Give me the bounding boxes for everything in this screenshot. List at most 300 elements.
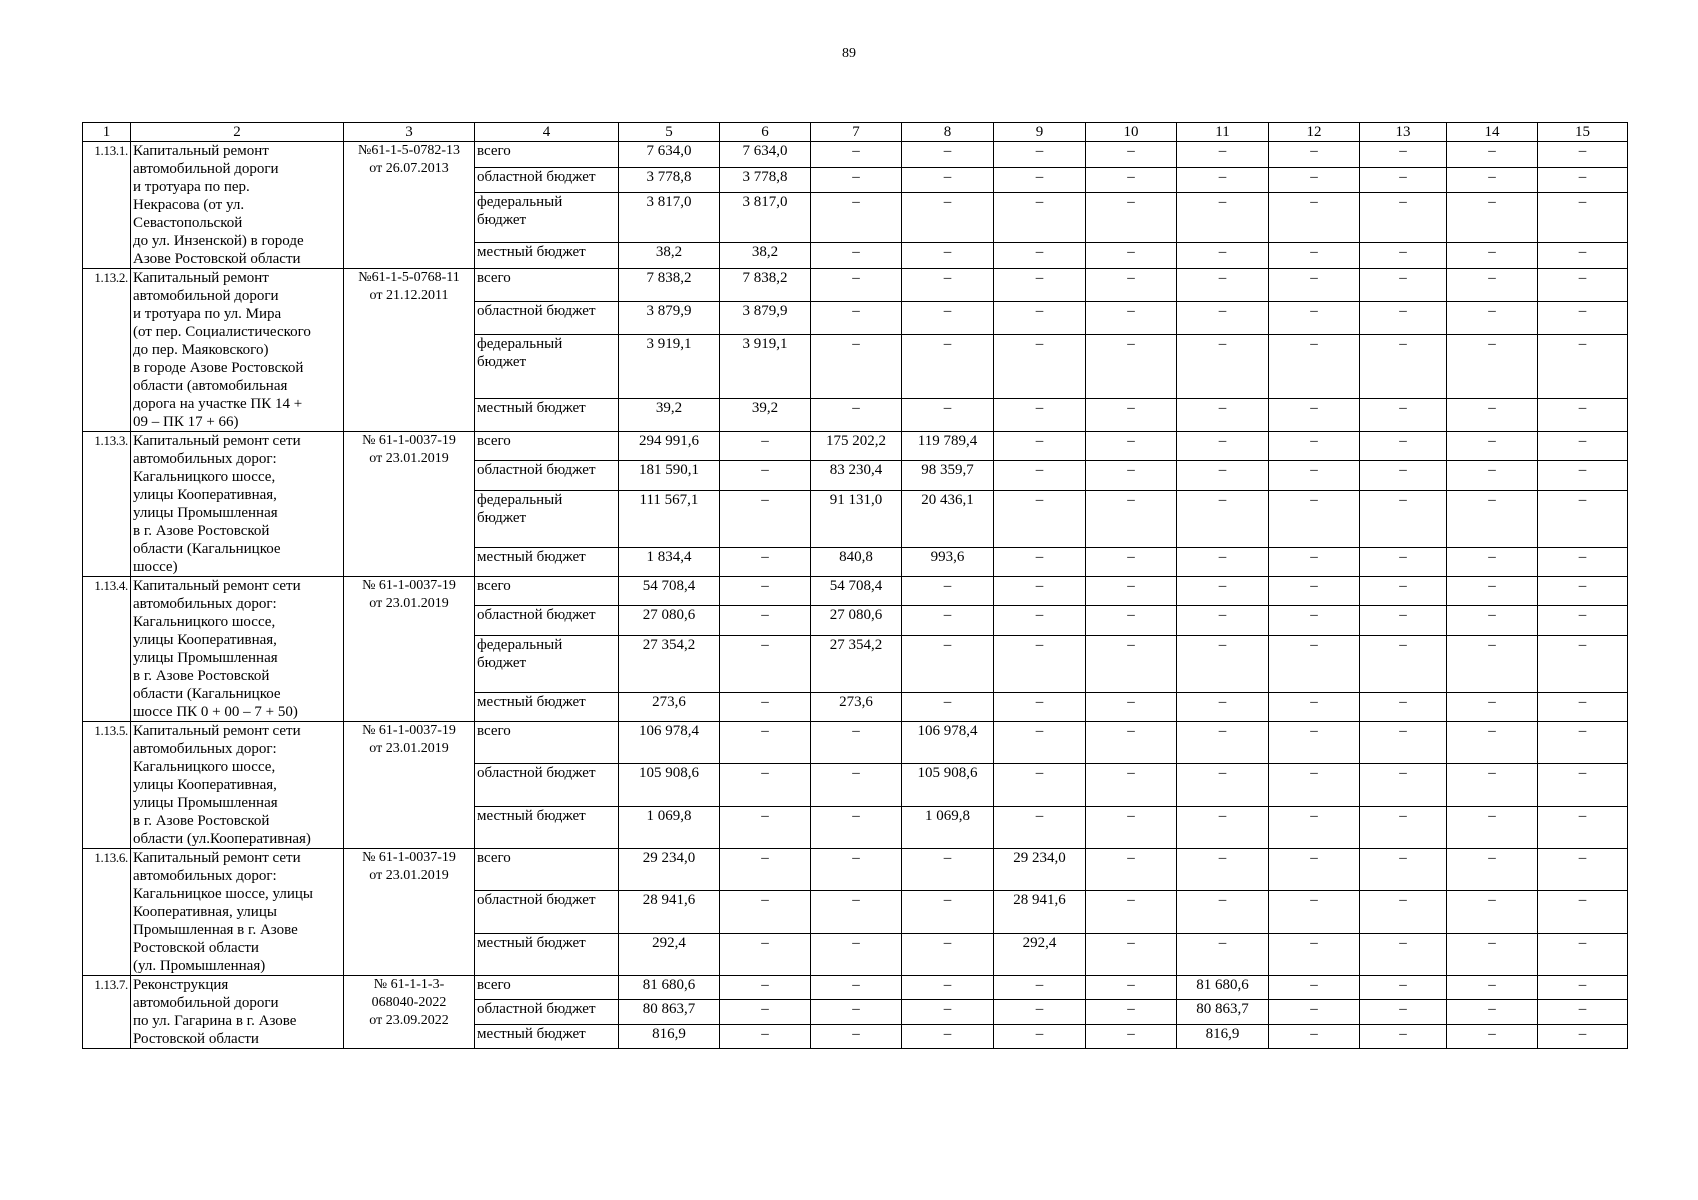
amount-cell: 20 436,1 [902,490,994,547]
project-id: 1.13.3. [83,432,131,577]
amount-cell: 816,9 [1177,1024,1269,1048]
funding-source [475,606,619,635]
cell-line: в городе Азове Ростовской [133,360,304,376]
amount-cell: – [1360,891,1447,933]
amount-cell: – [1447,1024,1538,1048]
amount-cell: – [1447,577,1538,606]
cell-line: областной бюджет [477,302,596,319]
amount-cell: – [1447,269,1538,302]
table-row [83,849,1628,891]
amount-cell: – [1177,891,1269,933]
funding-source [475,577,619,606]
cell-line: автомобильных дорог: [133,451,277,467]
amount-cell: – [1086,606,1177,635]
amount-cell: – [1086,976,1177,1000]
amount-cell: – [1538,577,1628,606]
amount-cell: – [1269,849,1360,891]
amount-cell: – [1269,933,1360,975]
amount-cell: – [1269,269,1360,302]
funding-source [475,635,619,692]
cell-line: всего [477,143,511,159]
amount-cell: – [720,849,811,891]
column-number: 2 [131,123,344,142]
amount-cell: – [811,193,902,243]
amount-cell: 3 778,8 [619,167,720,193]
amount-cell: – [1538,692,1628,721]
amount-cell: 54 708,4 [811,577,902,606]
funding-source [475,976,619,1000]
amount-cell: – [1538,432,1628,461]
amount-cell: – [1269,461,1360,490]
cell-line: № 61-1-0037-19 [362,850,456,865]
amount-cell: 81 680,6 [619,976,720,1000]
column-number: 12 [1269,123,1360,142]
funding-source [475,243,619,269]
cell-line: Азове Ростовской области [133,251,301,267]
cell-line: Капитальный ремонт сети [133,433,301,449]
funding-source [475,167,619,193]
cell-line: местный бюджет [477,548,586,565]
amount-cell: – [994,577,1086,606]
amount-cell: 840,8 [811,547,902,576]
amount-cell: – [720,764,811,806]
amount-cell: – [1538,167,1628,193]
column-number-header [83,123,1628,142]
amount-cell: – [811,933,902,975]
amount-cell: – [811,167,902,193]
amount-cell: 54 708,4 [619,577,720,606]
amount-cell: – [1177,334,1269,398]
amount-cell: – [1269,692,1360,721]
amount-cell: – [1447,692,1538,721]
amount-cell: 1 069,8 [902,806,994,848]
amount-cell: – [720,547,811,576]
amount-cell: – [811,722,902,764]
amount-cell: – [1177,849,1269,891]
amount-cell: 27 354,2 [811,635,902,692]
amount-cell: – [1086,167,1177,193]
amount-cell: – [1269,577,1360,606]
amount-cell: – [1086,806,1177,848]
amount-cell: – [1360,334,1447,398]
amount-cell: – [1360,849,1447,891]
funding-source [475,301,619,334]
cell-line: местный бюджет [477,693,586,710]
amount-cell: – [1360,606,1447,635]
amount-cell: – [1360,976,1447,1000]
column-number: 10 [1086,123,1177,142]
amount-cell: – [1447,334,1538,398]
funding-source [475,933,619,975]
amount-cell: – [902,243,994,269]
cell-line: в г. Азове Ростовской [133,668,270,684]
amount-cell: – [720,1024,811,1048]
column-number: 4 [475,123,619,142]
column-number: 15 [1538,123,1628,142]
cell-line: улицы Промышленная [133,505,278,521]
cell-line: от 23.01.2019 [369,868,449,883]
cell-line: местный бюджет [477,244,586,261]
amount-cell: – [1269,1024,1360,1048]
amount-cell: – [811,243,902,269]
cell-line: Капитальный ремонт [133,143,269,159]
amount-cell: – [994,461,1086,490]
amount-cell: – [1538,849,1628,891]
amount-cell: 119 789,4 [902,432,994,461]
cell-line: всего [477,270,511,286]
amount-cell: – [1538,806,1628,848]
amount-cell: – [1177,764,1269,806]
amount-cell: – [1177,432,1269,461]
amount-cell: – [1538,334,1628,398]
project-document [344,432,475,577]
amount-cell: – [902,301,994,334]
cell-line: и тротуара по пер. [133,179,250,195]
amount-cell: – [720,432,811,461]
amount-cell: 993,6 [902,547,994,576]
amount-cell: – [1177,193,1269,243]
amount-cell: – [994,764,1086,806]
amount-cell: 3 879,9 [720,301,811,334]
cell-line: улицы Промышленная [133,795,278,811]
project-name [131,849,344,976]
cell-line: Кагальницкого шоссе, [133,759,276,775]
amount-cell: – [1086,547,1177,576]
amount-cell: – [902,167,994,193]
amount-cell: – [1177,243,1269,269]
amount-cell: – [1360,692,1447,721]
amount-cell: – [1538,1000,1628,1024]
cell-line: Ростовской области [133,1031,259,1047]
amount-cell: 83 230,4 [811,461,902,490]
cell-line: № 61-1-0037-19 [362,723,456,738]
amount-cell: – [994,334,1086,398]
cell-line: автомобильных дорог: [133,868,277,884]
amount-cell: – [1177,722,1269,764]
column-number: 9 [994,123,1086,142]
cell-line: улицы Кооперативная, [133,487,277,503]
cell-line: Капитальный ремонт сети [133,578,301,594]
amount-cell: – [1086,269,1177,302]
amount-cell: – [902,891,994,933]
amount-cell: – [1447,243,1538,269]
funding-source [475,269,619,302]
cell-line: от 21.12.2011 [369,288,449,303]
project-document [344,142,475,269]
project-id: 1.13.1. [83,142,131,269]
amount-cell: – [1538,547,1628,576]
funding-source [475,1000,619,1024]
amount-cell: – [1269,243,1360,269]
column-number: 5 [619,123,720,142]
amount-cell: – [1177,635,1269,692]
cell-line: автомобильной дороги [133,995,279,1011]
amount-cell: 273,6 [811,692,902,721]
table-row [83,722,1628,764]
cell-line: № 61-1-0037-19 [362,433,456,448]
cell-line: местный бюджет [477,807,586,824]
amount-cell: – [994,635,1086,692]
amount-cell: 38,2 [720,243,811,269]
amount-cell: – [720,692,811,721]
amount-cell: – [994,243,1086,269]
amount-cell: – [1447,635,1538,692]
amount-cell: – [1447,1000,1538,1024]
project-name [131,976,344,1049]
amount-cell: – [1360,547,1447,576]
amount-cell: 3 778,8 [720,167,811,193]
page-number: 89 [842,46,856,61]
amount-cell: – [1269,334,1360,398]
cell-line: Некрасова (от ул. [133,197,245,213]
amount-cell: – [1086,432,1177,461]
amount-cell: – [1269,547,1360,576]
amount-cell: – [902,635,994,692]
cell-line: улицы Кооперативная, [133,777,277,793]
column-number: 8 [902,123,994,142]
funding-source [475,142,619,168]
amount-cell: – [811,1000,902,1024]
amount-cell: – [902,849,994,891]
amount-cell: – [1177,269,1269,302]
amount-cell: – [1177,490,1269,547]
amount-cell: – [1447,193,1538,243]
amount-cell: – [902,399,994,432]
cell-line: бюджет [477,353,527,370]
amount-cell: – [902,269,994,302]
amount-cell: – [1177,301,1269,334]
cell-line: от 23.01.2019 [369,451,449,466]
amount-cell: – [1269,193,1360,243]
cell-line: № 61-1-0037-19 [362,578,456,593]
amount-cell: – [1086,933,1177,975]
cell-line: №61-1-5-0768-11 [358,270,460,285]
cell-line: шоссе ПК 0 + 00 – 7 + 50) [133,704,298,720]
cell-line: Реконструкция [133,977,229,993]
amount-cell: – [902,933,994,975]
amount-cell: – [902,606,994,635]
amount-cell: 3 817,0 [619,193,720,243]
project-document [344,269,475,432]
amount-cell: – [720,933,811,975]
table-row [83,269,1628,302]
amount-cell: – [1360,806,1447,848]
amount-cell: 27 080,6 [619,606,720,635]
cell-line: бюджет [477,212,527,229]
amount-cell: – [1447,142,1538,168]
cell-line: № 61-1-1-3- [373,977,445,992]
amount-cell: – [811,334,902,398]
amount-cell: 3 817,0 [720,193,811,243]
cell-line: (от пер. Социалистического [133,324,311,340]
amount-cell: 106 978,4 [902,722,994,764]
amount-cell: – [720,806,811,848]
amount-cell: – [1538,142,1628,168]
amount-cell: 7 634,0 [720,142,811,168]
amount-cell: 98 359,7 [902,461,994,490]
amount-cell: – [994,432,1086,461]
amount-cell: – [1177,167,1269,193]
project-document [344,577,475,722]
amount-cell: – [720,606,811,635]
amount-cell: 816,9 [619,1024,720,1048]
amount-cell: – [1447,461,1538,490]
amount-cell: – [1538,635,1628,692]
cell-line: 068040-2022 [371,995,447,1010]
funding-source [475,193,619,243]
amount-cell: – [1086,1000,1177,1024]
cell-line: областной бюджет [477,765,596,782]
amount-cell: 7 838,2 [619,269,720,302]
amount-cell: – [720,722,811,764]
cell-line: области (Кагальницкое [133,541,281,557]
amount-cell: – [1360,1024,1447,1048]
amount-cell: – [1086,490,1177,547]
amount-cell: – [1360,635,1447,692]
column-number: 6 [720,123,811,142]
amount-cell: – [994,193,1086,243]
amount-cell: – [1177,577,1269,606]
amount-cell: 80 863,7 [1177,1000,1269,1024]
amount-cell: – [1269,806,1360,848]
amount-cell: – [994,167,1086,193]
budget-table [82,122,1628,1049]
cell-line: местный бюджет [477,400,586,417]
amount-cell: – [902,976,994,1000]
amount-cell: – [1086,891,1177,933]
amount-cell: 38,2 [619,243,720,269]
amount-cell: – [1538,399,1628,432]
amount-cell: – [1538,193,1628,243]
amount-cell: – [1538,490,1628,547]
amount-cell: 7 634,0 [619,142,720,168]
amount-cell: 27 354,2 [619,635,720,692]
column-number: 3 [344,123,475,142]
amount-cell: 181 590,1 [619,461,720,490]
amount-cell: – [1177,142,1269,168]
amount-cell: – [1177,606,1269,635]
amount-cell: – [1269,399,1360,432]
amount-cell: – [1086,193,1177,243]
amount-cell: – [1269,432,1360,461]
amount-cell: 273,6 [619,692,720,721]
amount-cell: – [1086,722,1177,764]
cell-line: до ул. Инзенской) в городе [133,233,304,249]
funding-source [475,1024,619,1048]
amount-cell: – [1269,722,1360,764]
amount-cell: – [1538,933,1628,975]
amount-cell: 175 202,2 [811,432,902,461]
amount-cell: – [1447,301,1538,334]
cell-line: автомобильных дорог: [133,596,277,612]
amount-cell: – [1538,764,1628,806]
cell-line: областной бюджет [477,892,596,909]
amount-cell: – [1447,547,1538,576]
cell-line: областной бюджет [477,607,596,624]
amount-cell: – [1360,490,1447,547]
amount-cell: – [720,891,811,933]
amount-cell: – [1269,764,1360,806]
amount-cell: – [902,577,994,606]
cell-line: автомобильной дороги [133,288,279,304]
project-name [131,269,344,432]
amount-cell: – [811,301,902,334]
cell-line: местный бюджет [477,1025,586,1042]
amount-cell: – [1177,547,1269,576]
cell-line: Промышленная в г. Азове [133,922,298,938]
amount-cell: – [1269,301,1360,334]
amount-cell: – [811,806,902,848]
column-number: 7 [811,123,902,142]
amount-cell: – [1447,722,1538,764]
funding-source [475,764,619,806]
cell-line: федеральный [477,491,563,508]
amount-cell: – [1360,399,1447,432]
project-name [131,577,344,722]
amount-cell: – [902,692,994,721]
amount-cell: 39,2 [619,399,720,432]
table-row [83,432,1628,461]
amount-cell: – [1360,193,1447,243]
cell-line: улицы Промышленная [133,650,278,666]
project-name [131,722,344,849]
amount-cell: – [1269,891,1360,933]
cell-line: автомобильной дороги [133,161,279,177]
amount-cell: – [1360,933,1447,975]
column-number: 13 [1360,123,1447,142]
amount-cell: – [1269,976,1360,1000]
amount-cell: 29 234,0 [994,849,1086,891]
cell-line: всего [477,723,511,739]
amount-cell: – [1447,167,1538,193]
amount-cell: – [1360,764,1447,806]
amount-cell: – [1269,1000,1360,1024]
amount-cell: – [811,976,902,1000]
amount-cell: – [902,1024,994,1048]
amount-cell: 105 908,6 [619,764,720,806]
amount-cell: 106 978,4 [619,722,720,764]
amount-cell: – [994,490,1086,547]
cell-line: области (автомобильная [133,378,288,394]
funding-source [475,547,619,576]
project-id: 1.13.7. [83,976,131,1049]
amount-cell: – [1177,806,1269,848]
cell-line: от 23.09.2022 [369,1013,449,1028]
funding-source [475,334,619,398]
amount-cell: 3 919,1 [619,334,720,398]
cell-line: до пер. Маяковского) [133,342,269,358]
cell-line: Севастопольской [133,215,243,231]
amount-cell: – [720,1000,811,1024]
amount-cell: 28 941,6 [619,891,720,933]
amount-cell: – [811,399,902,432]
amount-cell: – [720,577,811,606]
cell-line: всего [477,578,511,594]
cell-line: федеральный [477,194,563,211]
amount-cell: 91 131,0 [811,490,902,547]
cell-line: федеральный [477,636,563,653]
amount-cell: – [811,269,902,302]
cell-line: Капитальный ремонт сети [133,850,301,866]
amount-cell: – [1269,606,1360,635]
cell-line: Кагальницкого шоссе, [133,614,276,630]
amount-cell: – [1447,399,1538,432]
project-document [344,722,475,849]
amount-cell: – [902,142,994,168]
column-number: 14 [1447,123,1538,142]
amount-cell: – [994,606,1086,635]
cell-line: областной бюджет [477,1001,596,1018]
